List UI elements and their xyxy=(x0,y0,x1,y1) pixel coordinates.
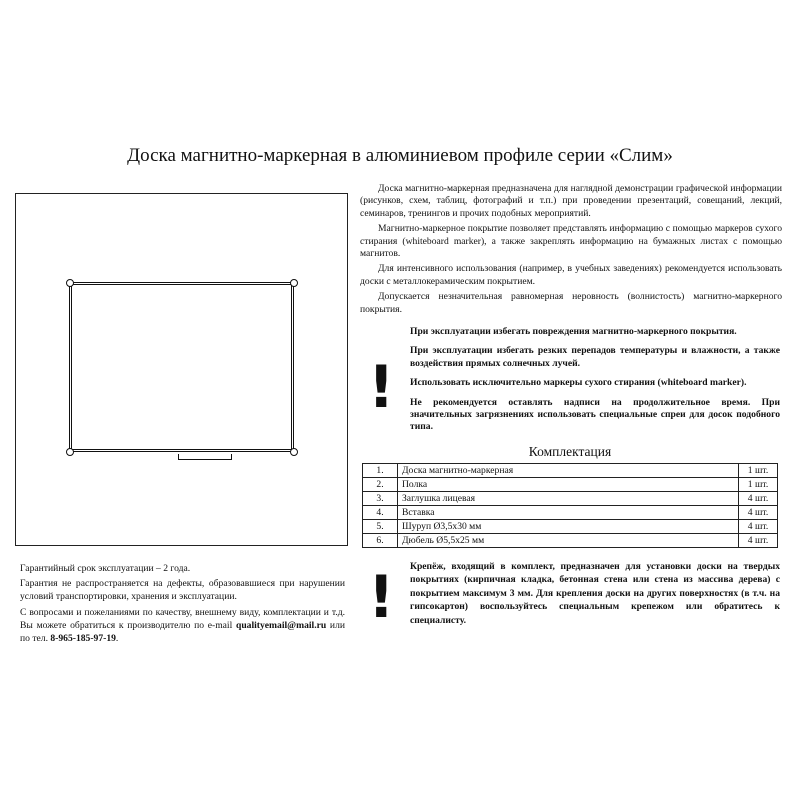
board-corner-cap xyxy=(290,448,298,456)
row-number: 6. xyxy=(363,534,398,548)
marker-tray-drawing xyxy=(178,454,232,460)
row-number: 4. xyxy=(363,506,398,520)
row-item: Дюбель Ø5,5х25 мм xyxy=(398,534,739,548)
page-title: Доска магнитно-маркерная в алюминиевом профиле серии «Слим» xyxy=(127,145,673,166)
table-row xyxy=(363,464,778,478)
row-quantity: 4 шт. xyxy=(739,520,778,534)
row-item: Вставка xyxy=(398,506,739,520)
warning-item: При эксплуатации избегать повреждения магнитно-маркерного покрытия. xyxy=(410,326,737,337)
table-row xyxy=(363,492,778,506)
warning-item: Не рекомендуется оставлять надписи на продолжительное время. При значительных загрязнениях использовать специальные спреи для досок подобного типа. xyxy=(410,396,780,433)
description-paragraph: Доска магнитно-маркерная предназначена для наглядной демонстрации графической информации (рисунков, схем, таблиц, фотографий и т.п.) при проведении презентаций, совещаний, лекций, семинаров, тренингов и прочих подобных мероприятий. xyxy=(360,183,782,219)
contact-info xyxy=(20,606,345,646)
warnings-block xyxy=(410,326,780,441)
contact-text: С вопросами и пожеланиями по качеству, внешнему виду, комплектации и т.д. Вы можете обратиться к производителю по e-mail xyxy=(20,606,345,631)
whiteboard-drawing xyxy=(69,282,294,452)
description-paragraph: Допускается незначительная равномерная неровность (волнистость) магнитно-маркерного покрытия. xyxy=(360,291,782,315)
table-row xyxy=(363,534,778,548)
row-quantity: 4 шт. xyxy=(739,506,778,520)
exclamation-icon: ! xyxy=(368,563,395,631)
row-item: Полка xyxy=(398,478,739,492)
board-corner-cap xyxy=(66,448,74,456)
exclamation-icon: ! xyxy=(368,353,395,421)
description xyxy=(360,183,782,319)
row-number: 3. xyxy=(363,492,398,506)
row-item: Заглушка лицевая xyxy=(398,492,739,506)
description-paragraph: Для интенсивного использования (например, в учебных заведениях) рекомендуется использовать доски с металлокерамическим покрытием. xyxy=(360,263,782,287)
warning-item: При эксплуатации избегать резких перепадов температуры и влажности, а также воздействия прямых солнечных лучей. xyxy=(410,345,780,369)
board-corner-cap xyxy=(66,279,74,287)
row-quantity: 4 шт. xyxy=(739,534,778,548)
table-row xyxy=(363,506,778,520)
mounting-note: Крепёж, входящий в комплект, предназначен для установки доски на твердых покрытиях (кирпичная кладка, бетонная стена или стена из массива дерева) с покрытием максимум 3 мм. Для крепления доски на других поверхностях (в т.ч. на гипсокартон) воспользуйтесь специальным крепежом или обратитесь к специалисту. xyxy=(410,561,780,626)
table-row xyxy=(363,478,778,492)
row-item: Доска магнитно-маркерная xyxy=(398,464,739,478)
row-number: 5. xyxy=(363,520,398,534)
contact-phone[interactable]: 8-965-185-97-19 xyxy=(50,633,116,645)
warning-item: Использовать исключительно маркеры сухого стирания (whiteboard marker). xyxy=(410,377,747,389)
row-number: 1. xyxy=(363,464,398,478)
warranty-period: Гарантийный срок эксплуатации – 2 года. xyxy=(20,563,191,574)
row-quantity: 1 шт. xyxy=(739,478,778,492)
contact-email[interactable]: qualityemail@mail.ru xyxy=(235,619,327,631)
description-paragraph: Магнитно-маркерное покрытие позволяет представлять информацию с помощью маркеров сухого стирания (whiteboard marker), а также закреплять информацию на бумажных листах с помощью магнитов. xyxy=(360,223,782,260)
kit-table xyxy=(362,463,778,548)
warranty-exclusions: Гарантия не распространяется на дефекты, образовавшиеся при нарушении условий транспортировки, хранения и эксплуатации. xyxy=(20,578,345,603)
board-corner-cap xyxy=(290,279,298,287)
row-number: 2. xyxy=(363,478,398,492)
row-quantity: 4 шт. xyxy=(739,492,778,506)
row-quantity: 1 шт. xyxy=(739,464,778,478)
contact-text: или по тел. xyxy=(20,619,345,645)
board-illustration xyxy=(15,193,348,546)
row-item: Шуруп Ø3,5х30 мм xyxy=(398,520,739,534)
table-row xyxy=(363,520,778,534)
kit-title: Комплектация xyxy=(528,444,612,459)
warranty-block xyxy=(20,562,345,647)
contact-text: . xyxy=(115,633,119,645)
